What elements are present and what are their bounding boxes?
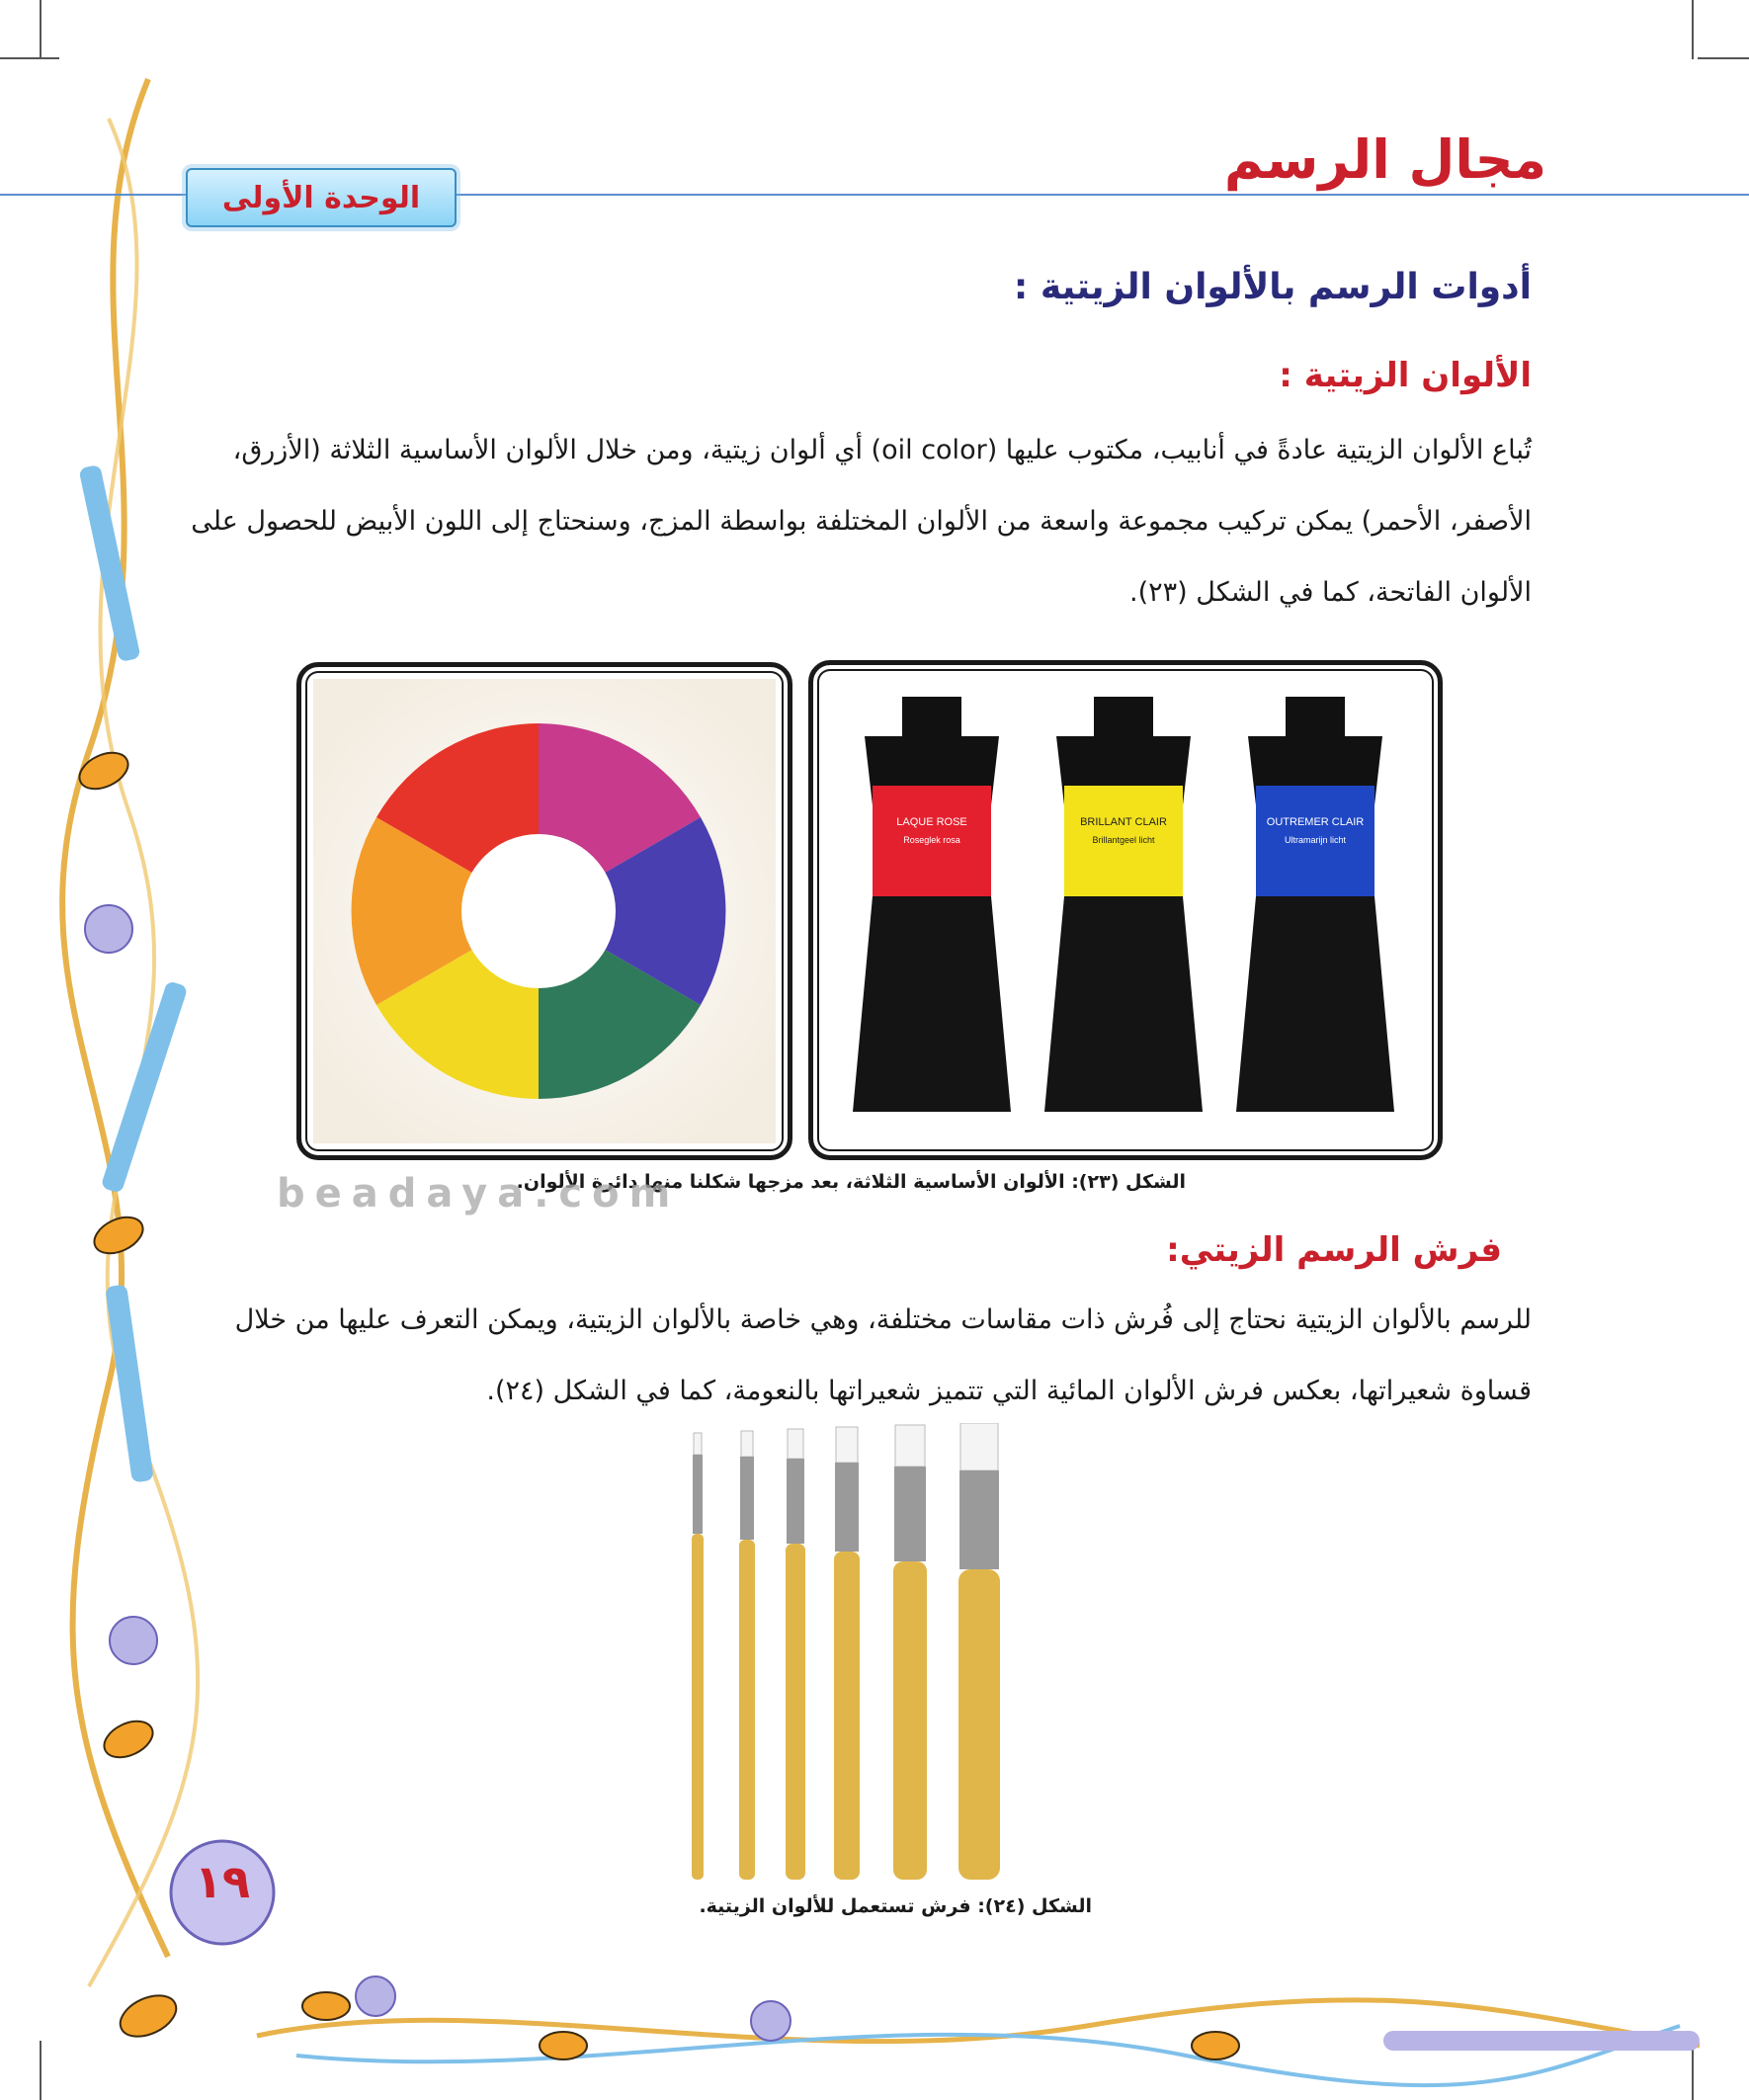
paint-tube-yellow [1044, 697, 1203, 1112]
page-number: ١٩ [194, 1855, 251, 1908]
paintbrush-icon [1383, 2031, 1700, 2051]
paint-tube-blue [1236, 697, 1394, 1112]
brush-4 [834, 1427, 860, 1880]
oil-colors-paragraph: تُباع الألوان الزيتية عادةً في أنابيب، مكتوب عليها (oil color) أي ألوان زيتية، ومن خلال الألوان الأساسية الثلاثة (الأزرق، الأصفر، الأحمر) يمكن تركيب مجموعة واسعة من الألوان المختلفة بواسطة المزج، وسنحتاج إلى اللون الأبيض للحصول على الألوان الفاتحة، كما في الشكل (٢٣). [191, 435, 1532, 608]
brush-5 [893, 1425, 927, 1880]
tube-sub-text: Brillantgeel licht [1092, 835, 1155, 845]
crop-mark [1698, 57, 1749, 59]
unit-badge [166, 138, 478, 249]
figure-24-caption: الشكل (٢٤): فرش تستعمل للألوان الزيتية. [699, 1895, 1092, 1917]
tube-label-text: OUTREMER CLAIR [1266, 816, 1365, 828]
figure-23-caption: الشكل (٢٣): الألوان الأساسية الثلاثة، بعد مزجها شكلنا منها دائرة الألوان. [516, 1171, 1186, 1193]
bottom-decoration [0, 1967, 1749, 2100]
brush-1 [692, 1433, 704, 1880]
color-wheel-image [313, 679, 776, 1143]
domain-title: مجال الرسم [1223, 128, 1546, 191]
flower-icon [356, 1976, 791, 2041]
page-number-badge [148, 1833, 296, 1952]
unit-label: الوحدة الأولى [186, 168, 457, 227]
brush-6 [958, 1423, 1000, 1880]
brush-3 [786, 1429, 805, 1880]
brushes-image [672, 1423, 1067, 1888]
brushes-paragraph: للرسم بالألوان الزيتية نحتاج إلى فُرش ذات مقاسات مختلفة، وهي خاصة بالألوان الزيتية، ويمكن التعرف عليها من خلال قساوة شعيراتها، بعكس فرش الألوان المائية التي تتميز شعيراتها بالنعومة، كما في الشكل (٢٤). [234, 1304, 1532, 1406]
crop-mark [1692, 0, 1694, 59]
paint-tube-red [853, 697, 1011, 1112]
tube-label-text: LAQUE ROSE [896, 816, 967, 828]
decorative-border [0, 0, 296, 2100]
brushes-heading: فرش الرسم الزيتي: [1166, 1230, 1502, 1270]
oil-colors-heading: الألوان الزيتية : [1279, 356, 1532, 395]
section-title: أدوات الرسم بالألوان الزيتية : [1013, 267, 1532, 307]
color-wheel-figure [296, 662, 792, 1160]
paint-tubes-image [825, 677, 1426, 1143]
watermark: beadaya.com [277, 1171, 681, 1217]
tube-sub-text: Roseglek rosa [903, 835, 960, 845]
tube-sub-text: Ultramarijn licht [1284, 835, 1347, 845]
tube-label-text: BRILLANT CLAIR [1080, 816, 1167, 828]
brush-2 [739, 1431, 755, 1880]
paint-tubes-figure [808, 660, 1443, 1160]
